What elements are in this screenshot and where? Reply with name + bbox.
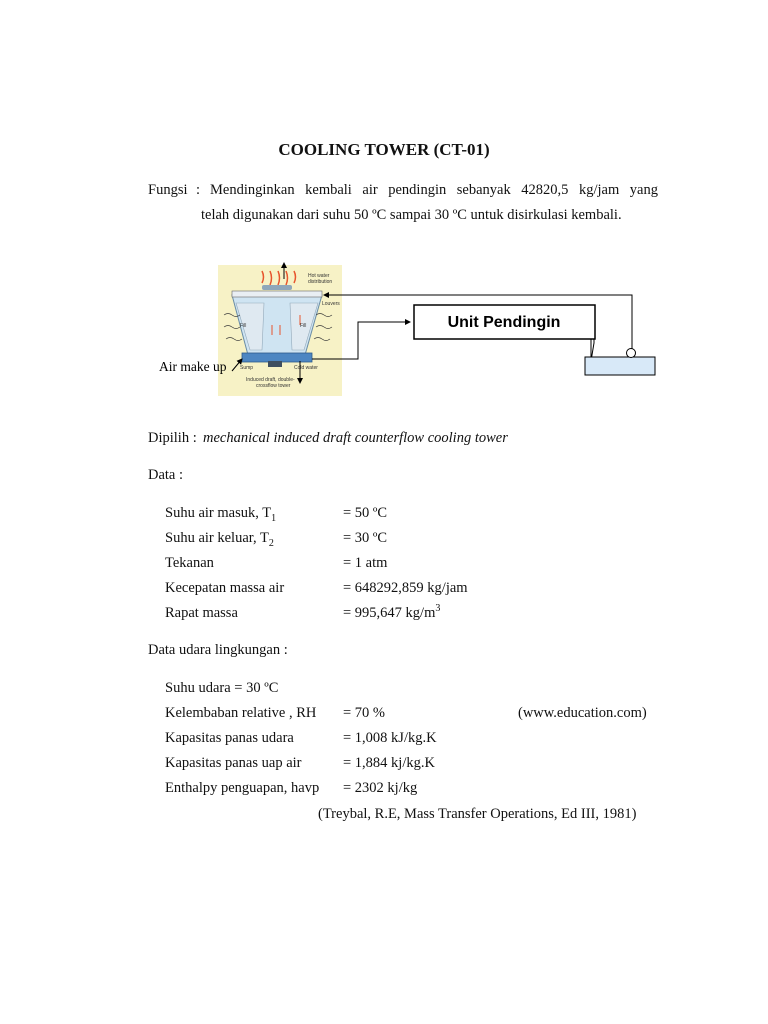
data-row-value: = 995,647 $kg/m^3$ — [343, 603, 441, 621]
label-distribution: distribution — [308, 279, 333, 285]
data-row-label: Kecepatan massa air — [165, 580, 285, 596]
udara-row-value: = 70 % — [343, 705, 386, 721]
dipilih-value: mechanical induced draft counterflow cooling tower — [203, 430, 508, 446]
pump-block — [268, 361, 282, 367]
data-row-label: Suhu air keluar, $T_2$ — [165, 530, 274, 549]
label-caption-1: Induced draft, double- — [246, 377, 295, 383]
cooling-tower-diagram — [0, 255, 768, 405]
fungsi-line-1: Mendinginkan kembali air pendingin sebanyak 42820,5 kg/jam yang — [210, 182, 658, 198]
fungsi-line-2: telah digunakan dari suhu 50 ºC sampai 30 ºC untuk disirkulasi kembali. — [201, 207, 622, 223]
data-row-label: Tekanan — [165, 555, 214, 571]
udara-row-value: = 1,884 kj/kg.K — [343, 755, 435, 771]
udara-row-label: Kelembaban relative , RH — [165, 705, 317, 721]
page-title: COOLING TOWER (CT-01) — [278, 140, 490, 159]
label-fill-right: Fill — [300, 323, 307, 329]
label-hot-water: Hot water — [308, 273, 330, 279]
udara-row-note: (www.education.com) — [518, 705, 647, 721]
fungsi-label: Fungsi — [148, 182, 188, 198]
udara-row-value: = 1,008 kJ/kg.K — [343, 730, 437, 746]
data-row-value: = 648292,859 kg/jam — [343, 580, 468, 596]
pump-icon — [627, 349, 636, 358]
dipilih-label: Dipilih : — [148, 430, 197, 446]
udara-row-value: = 2302 kj/kg — [343, 780, 418, 796]
data-row-label: Rapat massa — [165, 605, 238, 621]
label-sump: Sump — [240, 365, 254, 371]
label-caption-2: crossflow tower — [256, 383, 291, 389]
tank — [585, 357, 655, 375]
sump — [242, 353, 312, 362]
data-row-value: = 1 atm — [343, 555, 388, 571]
label-cold-water: Cold water — [294, 365, 318, 371]
udara-row-label: Enthalpy penguapan, havp — [165, 780, 320, 796]
label-louvers: Louvers — [322, 301, 340, 307]
udara-row-label: Kapasitas panas uap air — [165, 755, 302, 771]
label-fill-left: Fill — [240, 323, 247, 329]
unit-pendingin-label: Unit Pendingin — [447, 314, 561, 331]
udara-row-label: Kapasitas panas udara — [165, 730, 294, 746]
hot-water-distribution — [232, 291, 322, 297]
data-row-value: = 50 ºC — [343, 505, 388, 521]
udara-suhu: Suhu udara = 30 ºC — [165, 680, 279, 696]
reference: (Treybal, R.E, Mass Transfer Operations, Ed III, 1981) — [318, 806, 637, 822]
data-row-value: = 30 ºC — [343, 530, 388, 546]
makeup-label: Air make up — [159, 359, 227, 374]
fan — [262, 285, 292, 290]
udara-heading: Data udara lingkungan : — [148, 642, 288, 658]
data-heading: Data : — [148, 467, 184, 483]
fungsi-colon: : — [196, 182, 201, 198]
data-row-label: Suhu air masuk, $T_1$ — [165, 505, 277, 524]
